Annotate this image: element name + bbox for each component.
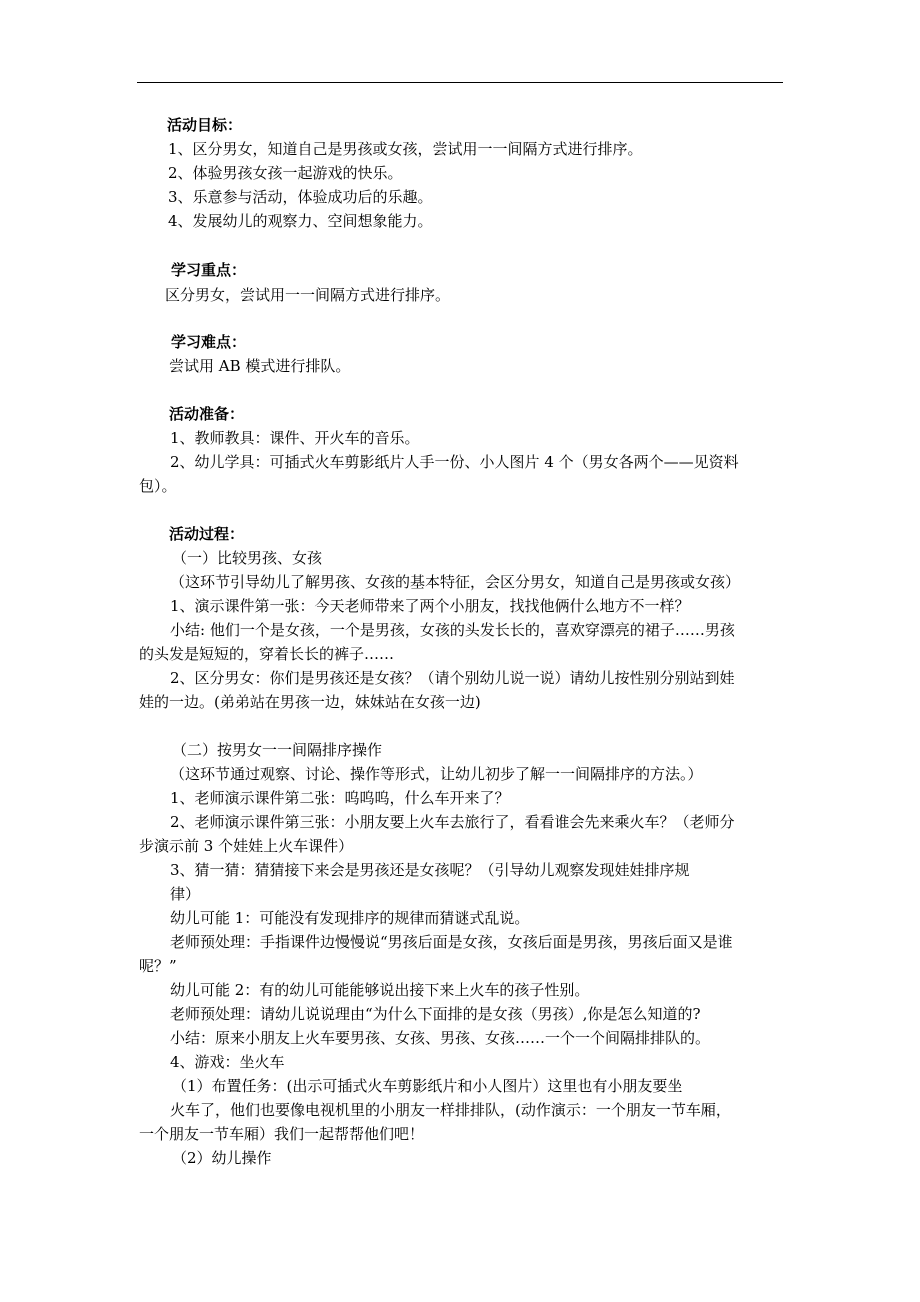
process-line: 2、区分男女：你们是男孩还是女孩？（请个别幼儿说一说）请幼儿按性别分别站到娃: [170, 669, 735, 687]
process-line: 小结: 他们一个是女孩，一个是男孩，女孩的头发长长的，喜欢穿漂亮的裙子……男孩: [170, 621, 735, 639]
goal-item: 2、体验男孩女孩一起游戏的快乐。: [168, 164, 403, 182]
process-line: 1、演示课件第一张：今天老师带来了两个小朋友，找找他俩什么地方不一样？: [170, 597, 690, 615]
process-line: （一）比较男孩、女孩: [172, 549, 323, 567]
process-line: （这环节引导幼儿了解男孩、女孩的基本特征，会区分男女，知道自己是男孩或女孩）: [170, 573, 741, 591]
prep-item: 1、教师教具：课件、开火车的音乐。: [170, 429, 420, 447]
process-line: 老师预处理：手指课件边慢慢说“男孩后面是女孩，女孩后面是男孩，男孩后面又是谁: [170, 933, 733, 951]
process-line: 火车了，他们也要像电视机里的小朋友一样排排队，(动作演示：一个朋友一节车厢，: [170, 1101, 731, 1119]
process-line: 幼儿可能 1：可能没有发现排序的规律而猜谜式乱说。: [170, 909, 530, 927]
keypoint-text: 区分男女，尝试用一一间隔方式进行排序。: [165, 286, 451, 304]
process-line: 4、游戏：坐火车: [170, 1053, 285, 1071]
keypoint-heading: 学习重点：: [171, 261, 247, 279]
prep-heading: 活动准备：: [169, 405, 245, 423]
difficulty-heading: 学习难点：: [171, 333, 247, 351]
process-line: 老师预处理：请幼儿说说理由“为什么下面排的是女孩（男孩）,你是怎么知道的?: [170, 1005, 701, 1023]
difficulty-text: 尝试用 AB 模式进行排队。: [169, 357, 351, 375]
process-line: （2）幼儿操作: [172, 1149, 272, 1167]
prep-item: 2、幼儿学具：可插式火车剪影纸片人手一份、小人图片 4 个（男女各两个——见资料: [170, 453, 739, 471]
goal-item: 3、乐意参与活动，体验成功后的乐趣。: [168, 188, 433, 206]
process-line: 一个朋友一节车厢）我们一起帮帮他们吧！: [139, 1125, 425, 1143]
process-line: （二）按男女一一间隔排序操作: [172, 741, 383, 759]
process-line: 1、老师演示课件第二张：呜呜呜，什么车开来了？: [170, 789, 510, 807]
header-rule: [137, 82, 783, 83]
process-line: 娃的一边。(弟弟站在男孩一边，妹妹站在女孩一边): [139, 693, 481, 711]
process-heading: 活动过程：: [169, 525, 245, 543]
process-line: 律）: [170, 885, 201, 903]
process-line: 的头发是短短的，穿着长长的裤子……: [139, 645, 395, 663]
process-line: 呢？”: [139, 957, 177, 975]
prep-item-continuation: 包）。: [139, 477, 177, 495]
process-line: 3、猜一猜：猜猜接下来会是男孩还是女孩呢？（引导幼儿观察发现娃娃排序规: [170, 861, 690, 879]
process-line: （这环节通过观察、讨论、操作等形式，让幼儿初步了解一一间隔排序的方法。）: [170, 765, 703, 783]
process-line: （1）布置任务：(出示可插式火车剪影纸片和小人图片）这里也有小朋友要坐: [172, 1077, 683, 1095]
goals-heading: 活动目标：: [167, 116, 243, 134]
goal-item: 4、发展幼儿的观察力、空间想象能力。: [168, 212, 433, 230]
process-line: 2、老师演示课件第三张：小朋友要上火车去旅行了，看看谁会先来乘火车？（老师分: [170, 813, 735, 831]
process-line: 步演示前 3 个娃娃上火车课件）: [139, 837, 354, 855]
process-line: 小结：原来小朋友上火车要男孩、女孩、男孩、女孩……一个一个间隔排排队的。: [170, 1029, 711, 1047]
process-line: 幼儿可能 2：有的幼儿可能能够说出接下来上火车的孩子性别。: [170, 981, 590, 999]
goal-item: 1、区分男女，知道自己是男孩或女孩，尝试用一一间隔方式进行排序。: [168, 140, 643, 158]
